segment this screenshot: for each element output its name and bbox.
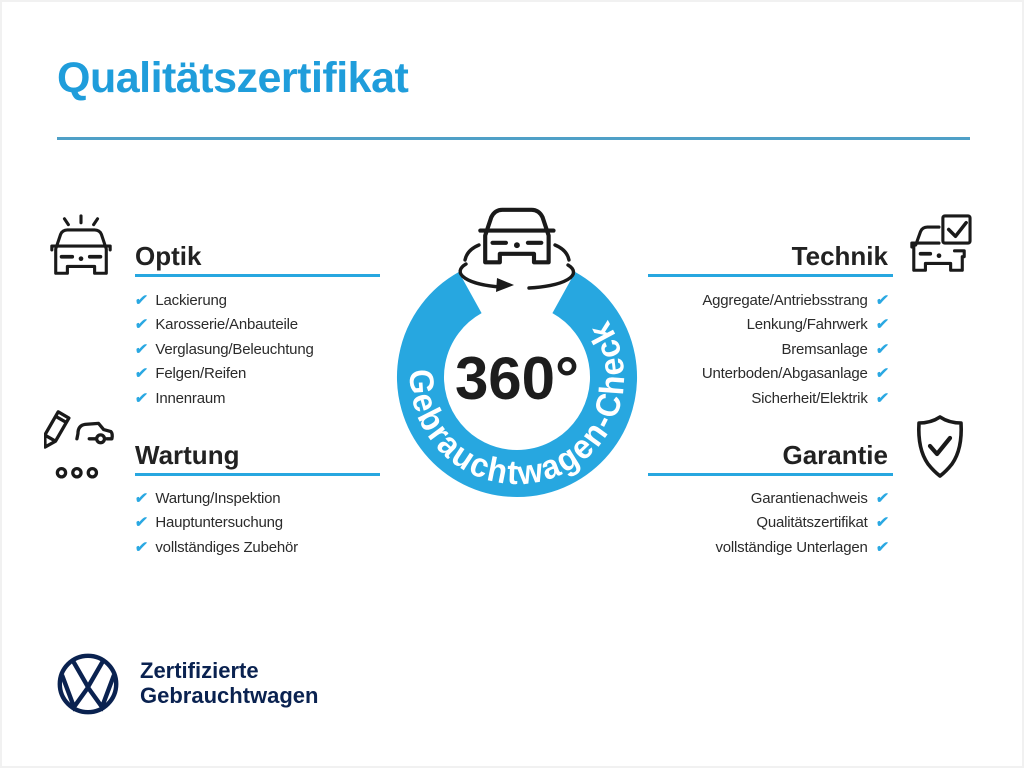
list-item-label: Hauptuntersuchung (155, 514, 283, 532)
list-item-label: Sicherheit/Elektrik (751, 389, 868, 407)
wartung-divider (135, 473, 380, 476)
check-icon: ✔ (874, 389, 890, 407)
title-divider (57, 137, 970, 140)
car-rotation-icon (460, 210, 573, 292)
check-icon: ✔ (133, 316, 149, 334)
car-checkbox-icon (904, 214, 974, 278)
page-title: Qualitätszertifikat (57, 54, 409, 102)
list-item-label: Aggregate/Antriebsstrang (702, 291, 868, 309)
service-checklist-icon (44, 410, 116, 482)
vw-logo-icon (56, 652, 120, 716)
check-icon: ✔ (133, 291, 149, 309)
list-item-label: Qualitätszertifikat (756, 514, 868, 532)
list-item (135, 362, 314, 387)
list-item (135, 535, 298, 560)
check-icon: ✔ (133, 514, 149, 532)
list-item-label: Lenkung/Fahrwerk (746, 316, 868, 334)
list-item-label: Felgen/Reifen (155, 365, 247, 383)
car-front-shine-icon (46, 214, 116, 280)
check-icon: ✔ (874, 340, 890, 358)
section-heading-wartung: Wartung (135, 440, 240, 470)
list-item-label: Wartung/Inspektion (155, 489, 281, 507)
footer-brand-line1: Zertifizierte (140, 658, 259, 683)
check-icon: ✔ (133, 389, 149, 407)
list-item-label: Innenraum (155, 389, 226, 407)
list-item (135, 313, 314, 338)
check-icon: ✔ (133, 340, 149, 358)
footer-brand-line2: Gebrauchtwagen (140, 683, 319, 708)
check-icon: ✔ (874, 538, 890, 556)
check-icon: ✔ (133, 489, 149, 507)
badge-curved-label: Gebrauchtwagen-Check (401, 313, 633, 493)
list-item (135, 486, 298, 511)
list-item (135, 511, 298, 536)
list-item-label: vollständige Unterlagen (715, 538, 868, 556)
list-item-label: Unterboden/Abgasanlage (701, 365, 868, 383)
badge-360-check (377, 192, 657, 507)
shield-check-icon (910, 414, 970, 480)
check-icon: ✔ (874, 365, 890, 383)
check-icon: ✔ (874, 489, 890, 507)
list-item (135, 386, 314, 411)
footer-brand-text (140, 658, 318, 708)
section-heading-optik: Optik (135, 241, 202, 271)
list-item (135, 288, 314, 313)
wartung-list (135, 486, 298, 560)
list-item (502, 535, 888, 560)
list-item-label: Garantienachweis (750, 489, 868, 507)
technik-divider (648, 274, 893, 277)
check-icon: ✔ (874, 316, 890, 334)
list-item-label: Verglasung/Beleuchtung (155, 340, 314, 358)
list-item-label: Karosserie/Anbauteile (155, 316, 298, 334)
badge-360-label: 360° (454, 345, 580, 412)
check-icon: ✔ (874, 514, 890, 532)
section-heading-garantie: Garantie (782, 440, 888, 470)
list-item-label: Bremsanlage (781, 340, 868, 358)
check-icon: ✔ (133, 538, 149, 556)
list-item-label: vollständiges Zubehör (155, 538, 298, 556)
optik-list (135, 288, 314, 411)
garantie-divider (648, 473, 893, 476)
check-icon: ✔ (133, 365, 149, 383)
list-item-label: Lackierung (155, 291, 227, 309)
list-item (502, 511, 888, 536)
optik-divider (135, 274, 380, 277)
section-heading-technik: Technik (791, 241, 888, 271)
list-item (135, 337, 314, 362)
check-icon: ✔ (874, 291, 890, 309)
